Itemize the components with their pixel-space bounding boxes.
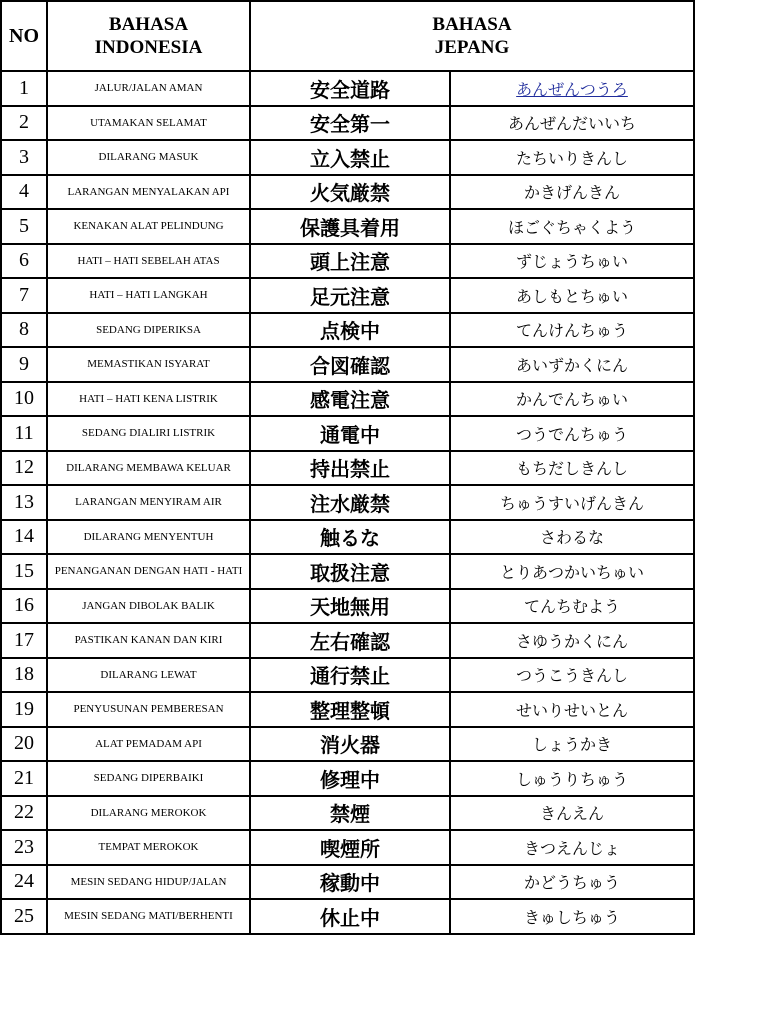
row-number: 20: [1, 727, 47, 762]
table-row: [1, 796, 694, 831]
row-number: 4: [1, 175, 47, 210]
row-number: 24: [1, 865, 47, 900]
japanese-kanji: 禁煙: [250, 796, 450, 831]
japanese-kanji: 通行禁止: [250, 658, 450, 693]
japanese-kanji: 持出禁止: [250, 451, 450, 486]
table-row: [1, 244, 694, 279]
japanese-kanji: 火気厳禁: [250, 175, 450, 210]
indonesian-term: MEMASTIKAN ISYARAT: [47, 347, 250, 382]
japanese-kanji: 消火器: [250, 727, 450, 762]
japanese-reading: さわるな: [450, 520, 694, 555]
table-row: [1, 589, 694, 624]
japanese-kanji: 左右確認: [250, 623, 450, 658]
indonesian-term: DILARANG LEWAT: [47, 658, 250, 693]
row-number: 5: [1, 209, 47, 244]
japanese-kanji: 修理中: [250, 761, 450, 796]
row-number: 9: [1, 347, 47, 382]
table-row: [1, 71, 694, 106]
japanese-kanji: 天地無用: [250, 589, 450, 624]
table-row: [1, 727, 694, 762]
japanese-reading: あいずかくにん: [450, 347, 694, 382]
indonesian-term: HATI – HATI SEBELAH ATAS: [47, 244, 250, 279]
japanese-reading: かどうちゅう: [450, 865, 694, 900]
japanese-reading: きゅしちゅう: [450, 899, 694, 934]
row-number: 7: [1, 278, 47, 313]
japanese-kanji: 点検中: [250, 313, 450, 348]
table-row: [1, 416, 694, 451]
japanese-reading: きんえん: [450, 796, 694, 831]
japanese-kanji: 取扱注意: [250, 554, 450, 589]
row-number: 16: [1, 589, 47, 624]
indonesian-term: KENAKAN ALAT PELINDUNG: [47, 209, 250, 244]
indonesian-term: SEDANG DIPERBAIKI: [47, 761, 250, 796]
japanese-kanji: 休止中: [250, 899, 450, 934]
row-number: 11: [1, 416, 47, 451]
table-row: [1, 623, 694, 658]
japanese-reading: しょうかき: [450, 727, 694, 762]
row-number: 18: [1, 658, 47, 693]
table-row: [1, 761, 694, 796]
table-row: [1, 382, 694, 417]
japanese-kanji: 安全道路: [250, 71, 450, 106]
row-number: 21: [1, 761, 47, 796]
indonesian-term: UTAMAKAN SELAMAT: [47, 106, 250, 141]
japanese-reading: つうでんちゅう: [450, 416, 694, 451]
indonesian-term: DILARANG MASUK: [47, 140, 250, 175]
row-number: 25: [1, 899, 47, 934]
indonesian-term: HATI – HATI LANGKAH: [47, 278, 250, 313]
indonesian-term: PENANGANAN DENGAN HATI - HATI: [47, 554, 250, 589]
japanese-kanji: 稼動中: [250, 865, 450, 900]
indonesian-term: LARANGAN MENYIRAM AIR: [47, 485, 250, 520]
japanese-reading-cell: [450, 71, 694, 106]
row-number: 10: [1, 382, 47, 417]
table-row: [1, 865, 694, 900]
table-header: [1, 1, 694, 71]
header-indonesian-line2: INDONESIA: [94, 37, 203, 58]
japanese-reading: てんけんちゅう: [450, 313, 694, 348]
header-row: [1, 1, 694, 71]
row-number: 6: [1, 244, 47, 279]
table-body: [1, 71, 694, 934]
header-japanese: [250, 1, 694, 71]
japanese-reading: とりあつかいちゅい: [450, 554, 694, 589]
japanese-reading: あんぜんだいいち: [450, 106, 694, 141]
japanese-kanji: 喫煙所: [250, 830, 450, 865]
japanese-reading: かきげんきん: [450, 175, 694, 210]
indonesian-term: SEDANG DIALIRI LISTRIK: [47, 416, 250, 451]
table-row: [1, 140, 694, 175]
table-row: [1, 175, 694, 210]
japanese-kanji: 整理整頓: [250, 692, 450, 727]
japanese-kanji: 通電中: [250, 416, 450, 451]
indonesian-term: MESIN SEDANG MATI/BERHENTI: [47, 899, 250, 934]
japanese-reading: しゅうりちゅう: [450, 761, 694, 796]
table-row: [1, 830, 694, 865]
header-no: NO: [1, 1, 47, 71]
japanese-reading: きつえんじょ: [450, 830, 694, 865]
japanese-reading: つうこうきんし: [450, 658, 694, 693]
table-row: [1, 520, 694, 555]
row-number: 15: [1, 554, 47, 589]
japanese-kanji: 安全第一: [250, 106, 450, 141]
japanese-reading: ほごぐちゃくよう: [450, 209, 694, 244]
japanese-reading: ずじょうちゅい: [450, 244, 694, 279]
table-row: [1, 658, 694, 693]
table-row: [1, 451, 694, 486]
indonesian-term: JANGAN DIBOLAK BALIK: [47, 589, 250, 624]
table-row: [1, 899, 694, 934]
indonesian-term: LARANGAN MENYALAKAN API: [47, 175, 250, 210]
japanese-kanji: 感電注意: [250, 382, 450, 417]
row-number: 17: [1, 623, 47, 658]
table-row: [1, 313, 694, 348]
japanese-kanji: 合図確認: [250, 347, 450, 382]
japanese-kanji: 注水厳禁: [250, 485, 450, 520]
row-number: 22: [1, 796, 47, 831]
japanese-reading: さゆうかくにん: [450, 623, 694, 658]
table-row: [1, 278, 694, 313]
indonesian-term: DILARANG MEROKOK: [47, 796, 250, 831]
row-number: 12: [1, 451, 47, 486]
header-indonesian-line1: BAHASA: [108, 14, 189, 35]
row-number: 3: [1, 140, 47, 175]
japanese-kanji: 足元注意: [250, 278, 450, 313]
japanese-reading-link[interactable]: あんぜんつうろ: [516, 79, 628, 99]
indonesian-term: PASTIKAN KANAN DAN KIRI: [47, 623, 250, 658]
japanese-reading: かんでんちゅい: [450, 382, 694, 417]
row-number: 8: [1, 313, 47, 348]
japanese-reading: せいりせいとん: [450, 692, 694, 727]
japanese-reading: あしもとちゅい: [450, 278, 694, 313]
header-indonesian: [47, 1, 250, 71]
indonesian-term: TEMPAT MEROKOK: [47, 830, 250, 865]
table-row: [1, 106, 694, 141]
indonesian-term: DILARANG MENYENTUH: [47, 520, 250, 555]
indonesian-term: HATI – HATI KENA LISTRIK: [47, 382, 250, 417]
table-row: [1, 209, 694, 244]
table-row: [1, 347, 694, 382]
japanese-reading: てんちむよう: [450, 589, 694, 624]
japanese-kanji: 保護具着用: [250, 209, 450, 244]
japanese-kanji: 立入禁止: [250, 140, 450, 175]
japanese-reading: もちだしきんし: [450, 451, 694, 486]
row-number: 1: [1, 71, 47, 106]
indonesian-term: ALAT PEMADAM API: [47, 727, 250, 762]
header-japanese-line2: JEPANG: [434, 37, 510, 58]
indonesian-term: PENYUSUNAN PEMBERESAN: [47, 692, 250, 727]
japanese-reading: ちゅうすいげんきん: [450, 485, 694, 520]
row-number: 2: [1, 106, 47, 141]
table-row: [1, 692, 694, 727]
japanese-kanji: 触るな: [250, 520, 450, 555]
indonesian-term: JALUR/JALAN AMAN: [47, 71, 250, 106]
row-number: 14: [1, 520, 47, 555]
indonesian-term: MESIN SEDANG HIDUP/JALAN: [47, 865, 250, 900]
table-row: [1, 485, 694, 520]
row-number: 23: [1, 830, 47, 865]
indonesian-term: DILARANG MEMBAWA KELUAR: [47, 451, 250, 486]
row-number: 13: [1, 485, 47, 520]
indonesian-term: SEDANG DIPERIKSA: [47, 313, 250, 348]
japanese-kanji: 頭上注意: [250, 244, 450, 279]
header-japanese-line1: BAHASA: [432, 14, 512, 35]
table-row: [1, 554, 694, 589]
row-number: 19: [1, 692, 47, 727]
japanese-reading: たちいりきんし: [450, 140, 694, 175]
